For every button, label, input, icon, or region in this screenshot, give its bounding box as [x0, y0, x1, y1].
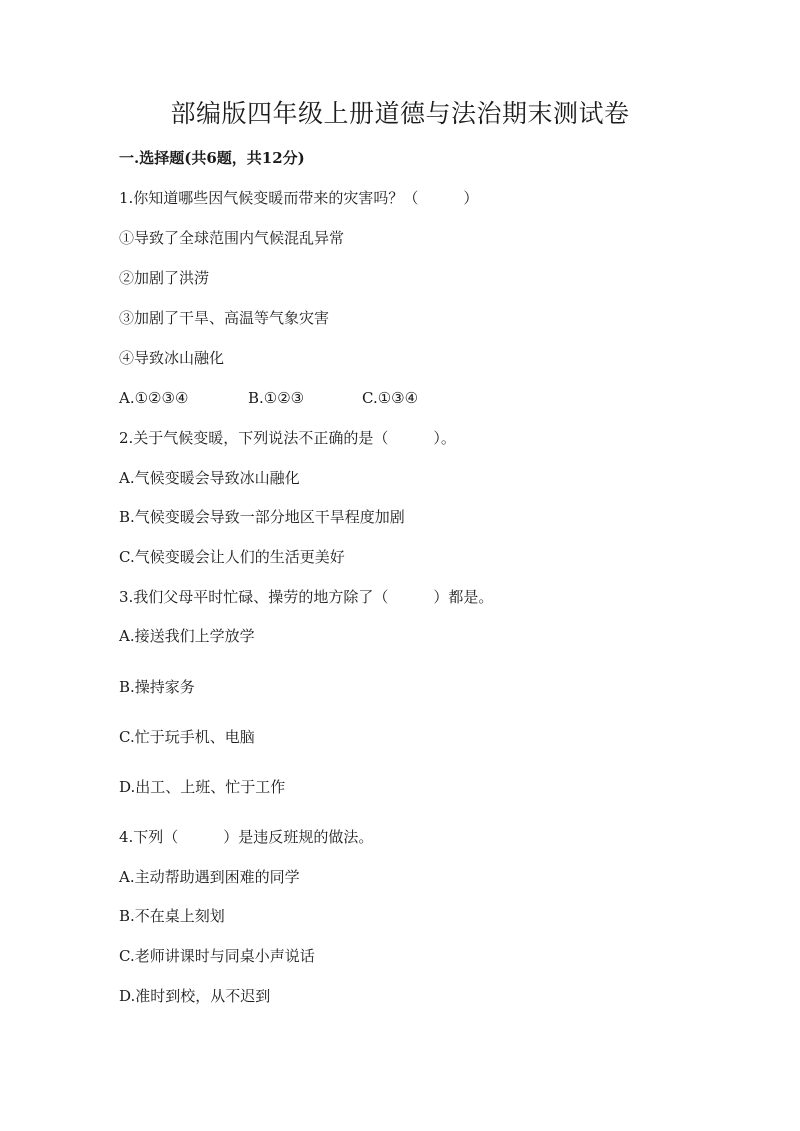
question-1-stem: 1.你知道哪些因气候变暖而带来的灾害吗？（ ）: [119, 189, 479, 207]
question-1-item-1: ①导致了全球范围内气候混乱异常: [119, 229, 345, 247]
question-4-stem: 4.下列（ ）是违反班规的做法。: [119, 828, 374, 846]
question-1-item-4: ④导致冰山融化: [119, 349, 225, 367]
page-title: 部编版四年级上册道德与法治期末测试卷: [170, 99, 630, 128]
question-2-option-a: A.气候变暖会导致冰山融化: [119, 469, 300, 487]
question-1-item-2: ②加剧了洪涝: [119, 269, 210, 287]
question-3-option-b: B.操持家务: [119, 678, 195, 696]
question-1-option-a: A.①②③④: [119, 389, 189, 407]
question-1-options: [119, 388, 418, 408]
question-3-stem: 3.我们父母平时忙碌、操劳的地方除了（ ）都是。: [119, 588, 494, 606]
question-3-option-a: A.接送我们上学放学: [119, 627, 255, 645]
question-1-option-c: C.①③④: [362, 389, 419, 407]
question-2-stem: 2.关于气候变暖，下列说法不正确的是（ ）。: [119, 429, 456, 447]
question-4-option-c: C.老师讲课时与同桌小声说话: [119, 947, 315, 965]
question-4-option-d: D.准时到校，从不迟到: [119, 987, 271, 1005]
question-4-option-a: A.主动帮助遇到困难的同学: [119, 868, 300, 886]
question-2-option-b: B.气候变暖会导致一部分地区干旱程度加剧: [119, 508, 405, 526]
question-3-option-d: D.出工、上班、忙于工作: [119, 778, 286, 796]
question-2-option-c: C.气候变暖会让人们的生活更美好: [119, 548, 345, 566]
question-1-option-b: B.①②③: [248, 389, 305, 407]
question-3-option-c: C.忙于玩手机、电脑: [119, 728, 255, 746]
section-header: 一.选择题(共6题，共12分): [119, 149, 305, 167]
question-4-option-b: B.不在桌上刻划: [119, 907, 225, 925]
question-1-item-3: ③加剧了干旱、高温等气象灾害: [119, 309, 330, 327]
